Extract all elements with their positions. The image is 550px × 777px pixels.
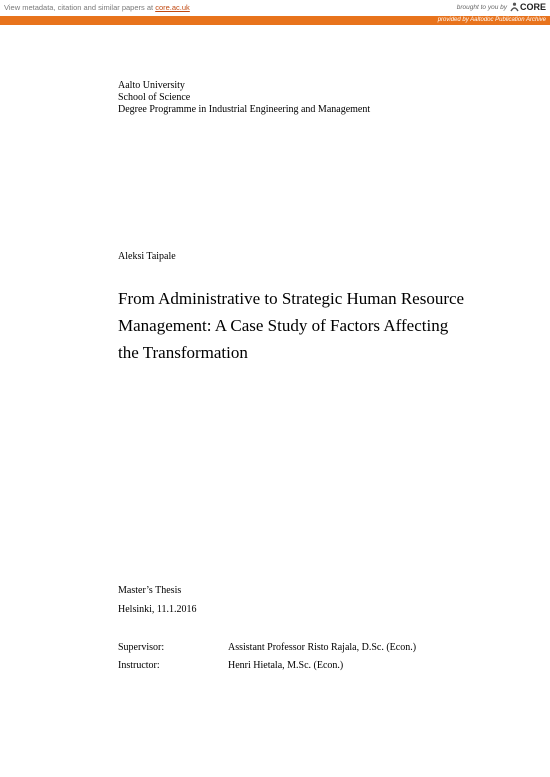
instructor-value: Henri Hietala, M.Sc. (Econ.) [228,660,344,671]
core-brought-by[interactable] [457,2,546,12]
core-logo-text: CORE [519,2,546,12]
supervisor-label: Supervisor: [118,642,165,653]
title-line: Management: A Case Study of Factors Affecting [118,316,449,335]
core-provided-bar[interactable] [0,16,550,25]
core-logo [510,2,546,12]
instructor-label: Instructor: [118,660,160,671]
author-name: Aleksi Taipale [118,251,176,262]
school-name: School of Science [118,92,191,103]
document-type: Master’s Thesis [118,585,182,596]
core-ac-uk-link[interactable]: core.ac.uk [155,3,190,12]
thesis-title [118,285,518,366]
supervisor-value: Assistant Professor Risto Rajala, D.Sc. (Econ.) [228,642,417,653]
title-line: From Administrative to Strategic Human Resource [118,289,465,308]
title-line: the Transformation [118,343,248,362]
brought-by-text: brought to you by [456,3,507,11]
place-date: Helsinki, 11.1.2016 [118,604,197,615]
provided-by-text: provided by Aaltodoc Publication Archive [437,17,546,23]
core-metadata-text [4,3,190,12]
degree-programme: Degree Programme in Industrial Engineering and Management [118,104,371,115]
university-name: Aalto University [118,80,185,91]
core-metadata-prefix: View metadata, citation and similar papers at [4,3,156,12]
core-banner [0,0,550,16]
core-logo-icon [510,2,519,12]
affiliation-block [118,80,370,116]
